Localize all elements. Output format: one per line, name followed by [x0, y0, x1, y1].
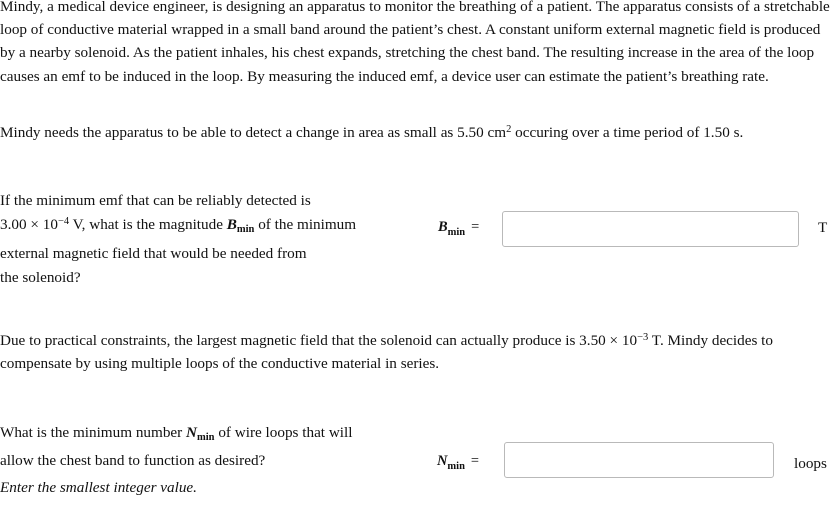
q1-line1: If the minimum emf that can be reliably detected is: [0, 192, 311, 209]
area-requirement: [0, 121, 830, 144]
q3-variable: N: [186, 424, 197, 441]
q1-line2: [0, 213, 400, 242]
q3-post-text: of wire loops that will: [214, 424, 353, 441]
bmin-label: [438, 219, 479, 238]
nmin-equals: =: [470, 453, 480, 469]
question-bmin: [0, 189, 400, 290]
q2-text-after: T. Mindy decides to compensate by using multiple loops of the conductive material in series.: [0, 332, 773, 373]
question-nmin: [0, 421, 400, 472]
bmin-label-sub: min: [447, 226, 466, 238]
q1-variable: B: [226, 216, 237, 233]
q2-exponent: −3: [637, 332, 649, 343]
need-text-after: occuring over a time period of 1.50 s.: [511, 124, 744, 141]
q1-variable-subscript: min: [236, 224, 255, 235]
nmin-label-var: N: [437, 453, 448, 469]
q3-line1: [0, 421, 400, 449]
nmin-label-sub: min: [447, 460, 465, 472]
nmin-answer-input[interactable]: [504, 442, 774, 478]
integer-hint: Enter the smallest integer value.: [0, 479, 197, 496]
q1-post-text: of the minimum: [254, 216, 357, 233]
nmin-unit: loops: [794, 455, 827, 472]
nmin-label: [437, 453, 479, 472]
problem-intro: Mindy, a medical device engineer, is designing an apparatus to monitor the breathing of a patient. The apparatus consists of a stretchable loop of conductive material wrapped in a small band around the patient’s chest. A constant uniform external magnetic field is produced by a nearby solenoid. As the patient inhales, his chest expands, stretching the chest band. The resulting increase in the area of the loop causes an emf to be induced in the loop. By measuring the induced emf, a device user can estimate the patient’s breathing rate.: [0, 0, 830, 85]
q3-pre-text: What is the minimum number: [0, 424, 187, 441]
bmin-label-var: B: [438, 219, 448, 235]
q1-mid-text: V, what is the magnitude: [69, 216, 227, 233]
bmin-answer-input[interactable]: [502, 211, 799, 247]
solenoid-constraint: [0, 329, 834, 375]
q2-text-before: Due to practical constraints, the largest magnetic field that the solenoid can actually produce is 3.50 × 10: [0, 332, 638, 349]
q1-line4: the solenoid?: [0, 269, 81, 286]
q1-emf-exponent: −4: [57, 216, 70, 227]
need-text-before: Mindy needs the apparatus to be able to detect a change in area as small as 5.50 cm: [0, 124, 507, 141]
bmin-equals: =: [471, 219, 480, 235]
q1-line3: external magnetic field that would be needed from: [0, 245, 307, 262]
need-exponent: 2: [506, 124, 512, 135]
q3-variable-subscript: min: [197, 432, 215, 443]
bmin-unit: T: [818, 219, 828, 236]
q1-emf-value: 3.00 × 10: [0, 216, 58, 233]
q3-line2: allow the chest band to function as desired?: [0, 452, 266, 470]
